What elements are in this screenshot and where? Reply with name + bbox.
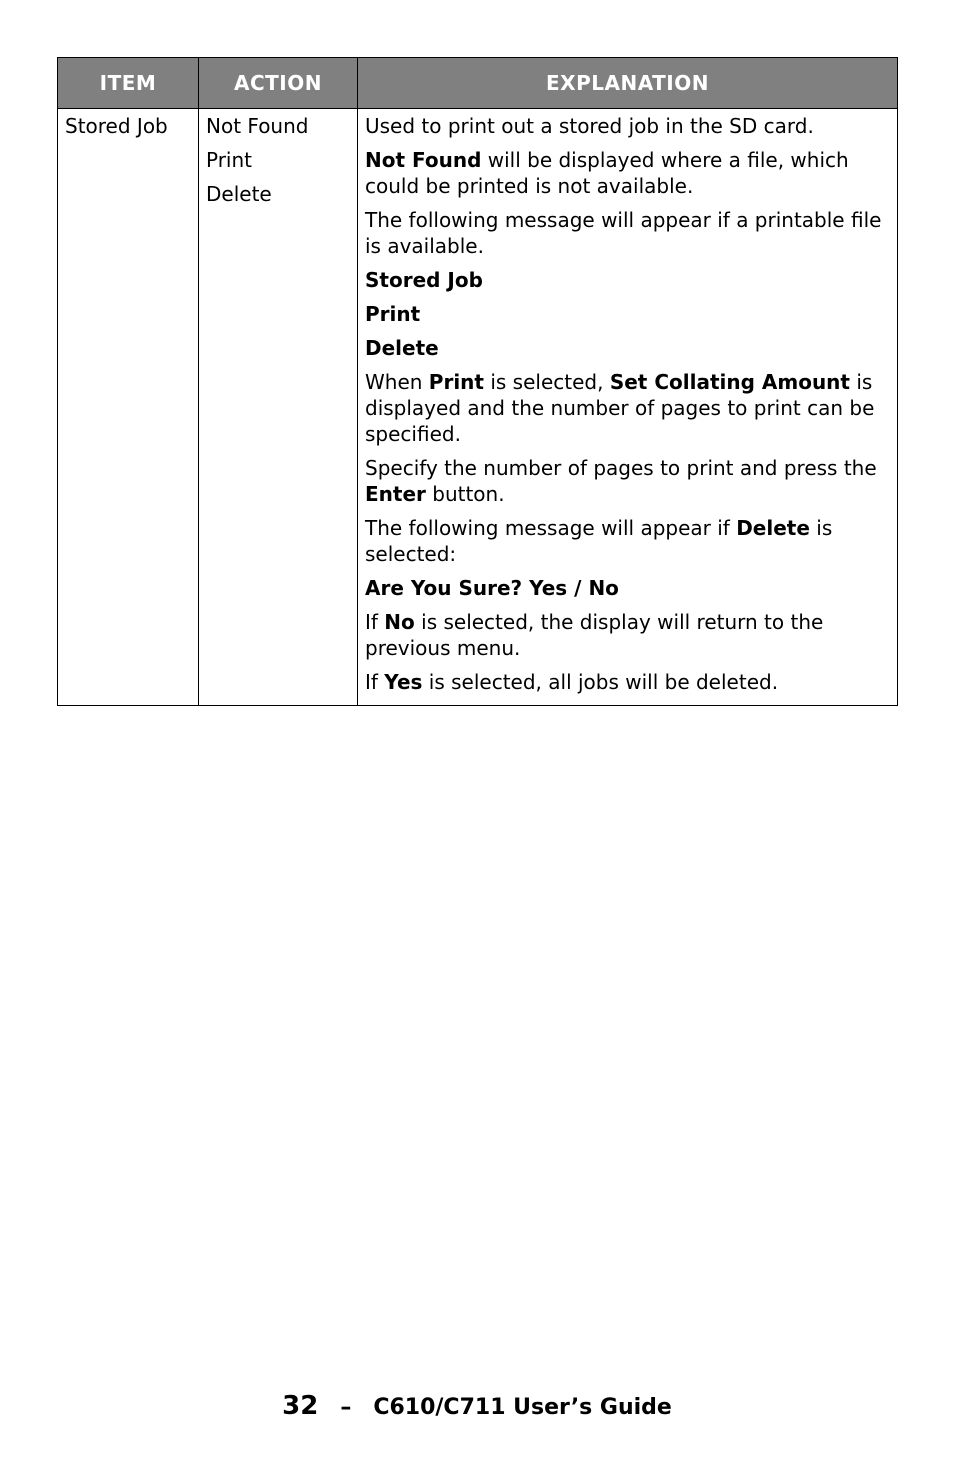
if-no-t2: is selected, the display will return to the previous menu. — [365, 610, 824, 660]
if-yes-t1: If — [365, 670, 385, 694]
explanation-following-available: The following message will appear if a printable file is available. — [365, 208, 882, 258]
specify-t1: Specify the number of pages to print and press the — [365, 456, 877, 480]
menu-settings-table — [57, 57, 898, 706]
page-number: 32 — [282, 1391, 319, 1421]
message-print-text: Print — [365, 302, 421, 326]
explanation-specify — [365, 455, 891, 507]
message-stored-job-text: Stored Job — [365, 268, 483, 292]
following-delete-t2: is selected: — [365, 516, 833, 566]
when-print-term: Print — [428, 370, 484, 394]
message-delete-text: Delete — [365, 336, 439, 360]
explanation-if-yes — [365, 669, 891, 695]
header-item: ITEM — [58, 58, 199, 109]
header-action: ACTION — [199, 58, 358, 109]
specify-t2: button. — [425, 482, 505, 506]
when-print-t2: is selected, — [483, 370, 610, 394]
guide-title: C610/C711 User’s Guide — [373, 1395, 672, 1420]
explanation-following-delete — [365, 515, 891, 567]
are-you-sure-text: Are You Sure? Yes / No — [365, 576, 619, 600]
message-stored-job — [365, 267, 891, 293]
yes-term: Yes — [384, 670, 423, 694]
explanation-intro: Used to print out a stored job in the SD card. — [365, 114, 814, 138]
if-no-t1: If — [365, 610, 385, 634]
not-found-term: Not Found — [365, 148, 482, 172]
action-cell — [199, 109, 358, 706]
action-not-found: Not Found — [206, 114, 309, 138]
footer-separator: – — [340, 1395, 352, 1420]
explanation-when-print — [365, 369, 891, 447]
table-row — [58, 109, 898, 706]
set-collating-amount-term: Set Collating Amount — [609, 370, 850, 394]
no-term: No — [384, 610, 415, 634]
item-cell — [58, 109, 199, 706]
explanation-cell — [358, 109, 898, 706]
table-header-row — [58, 58, 898, 109]
not-found-text: will be displayed where a file, which could be printed is not available. — [365, 148, 849, 198]
message-delete — [365, 335, 891, 361]
action-delete: Delete — [206, 182, 272, 206]
page-footer — [0, 1391, 954, 1421]
explanation-not-found — [365, 147, 891, 199]
when-print-t3: is displayed and the number of pages to print can be specified. — [365, 370, 875, 446]
message-print — [365, 301, 891, 327]
when-print-t1: When — [365, 370, 429, 394]
enter-term: Enter — [365, 482, 426, 506]
if-yes-t2: is selected, all jobs will be deleted. — [422, 670, 779, 694]
item-name: Stored Job — [65, 114, 168, 138]
delete-term: Delete — [736, 516, 810, 540]
explanation-if-no — [365, 609, 891, 661]
header-explanation: EXPLANATION — [358, 58, 898, 109]
following-delete-t1: The following message will appear if — [365, 516, 737, 540]
message-are-you-sure — [365, 575, 891, 601]
action-print: Print — [206, 148, 253, 172]
